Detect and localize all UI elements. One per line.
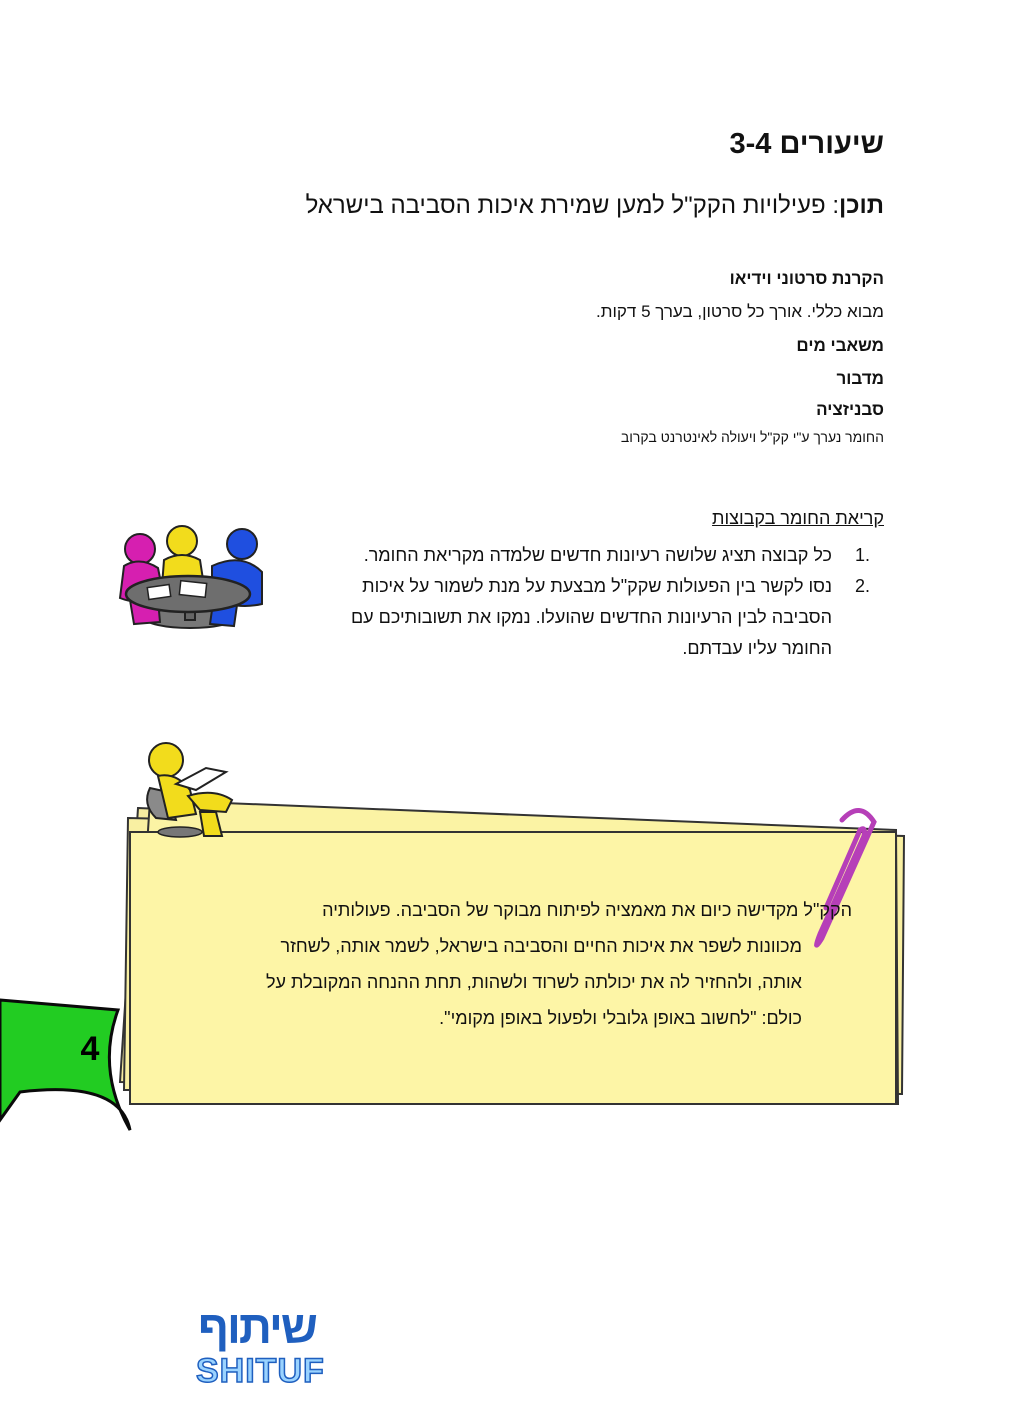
subtitle-label: תוכן bbox=[839, 192, 884, 219]
video-section-heading: הקרנת סרטוני וידיאו bbox=[729, 269, 884, 288]
note-line: אותה, ולהחזיר לה את יכולתה לשרוד ולשהות, תחת ההנחה המקובלת על bbox=[265, 972, 802, 992]
video-item-desert: מדבור bbox=[836, 369, 884, 388]
list-item-number: 2. bbox=[854, 576, 870, 596]
video-item-savanization: סבניזציה bbox=[816, 400, 884, 419]
logo-english: SHITUF bbox=[196, 1352, 325, 1390]
page-title: שיעורים 3-4 bbox=[729, 128, 884, 160]
figure-yellow-icon bbox=[167, 526, 197, 556]
list-item-text: נסו לקשר בין הפעולות שקק"ל מבצעת על מנת לשמור על איכות הסביבה לבין הרעיונות החדשים שהועלו. נמקו את תשובותיכם עם החומר עליו עבדתם. bbox=[350, 576, 832, 658]
subtitle-text: : פעילויות הקק"ל למען שמירת איכות הסביבה בישראל bbox=[305, 192, 839, 219]
group-table-illustration bbox=[120, 526, 262, 628]
note-card-text bbox=[202, 892, 852, 1036]
list-item-number: 1. bbox=[854, 545, 870, 565]
book-icon bbox=[176, 768, 226, 790]
video-section-note: החומר נערך ע"י קק"ל ויעולה לאינטרנט בקרוב bbox=[620, 429, 884, 445]
note-line: מכוונות לשפר את איכות החיים והסביבה בישראל, לשמר אותה, לשחזר bbox=[280, 936, 802, 956]
video-item-water: משאבי מים bbox=[796, 336, 884, 355]
note-line: כולם: "לחשוב באופן גלובלי ולפעול באופן מקומי". bbox=[439, 1008, 802, 1028]
video-section-intro: מבוא כללי. אורך כל סרטון, בערך 5 דקות. bbox=[596, 302, 884, 321]
figure-magenta-icon bbox=[125, 534, 155, 564]
figure-blue-icon bbox=[227, 529, 257, 559]
group-section-heading: קריאת החומר בקבוצות bbox=[712, 508, 884, 528]
list-item-text: כל קבוצה תציג שלושה רעיונות חדשים שלמדה מקריאת החומר. bbox=[363, 545, 832, 565]
note-line: הקק"ל מקדישה כיום את מאמציה לפיתוח מבוקר של הסביבה. פעולותיה bbox=[322, 900, 852, 920]
page-number: 4 bbox=[80, 1030, 100, 1068]
logo-hebrew: שיתוף bbox=[198, 1301, 316, 1353]
reader-head-icon bbox=[149, 743, 183, 777]
